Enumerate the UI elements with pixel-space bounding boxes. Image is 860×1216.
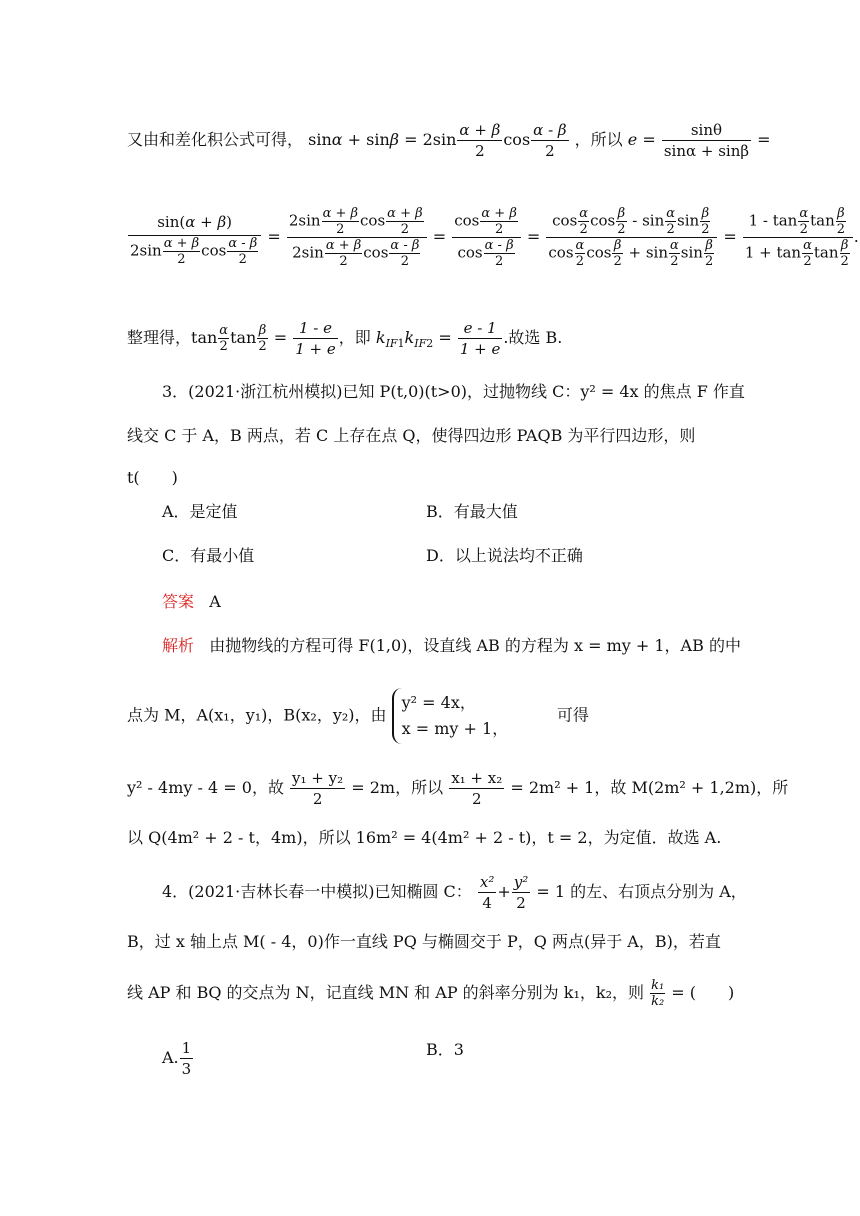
derivation-line-2: sin(α + β) 2sin $\frac{\alpha + \beta}{2}$ cos $\frac{\alpha - \beta}{2}$ = 2sin $\frac{\alpha + \beta}{2}$ cos $\frac{\alpha + \beta}{2}$ 2sin $\frac{\alpha + \beta}{2}$ cos $\frac{\alpha - \beta}{2}$ = cos $\frac{\alpha + \beta}{2}$ cos $\frac{\alpha - \beta}{2}$ = cos $\frac{\alpha}{2}$ cos $\frac{\beta}{2}$ - sin $\frac{\alpha}{2}$ sin $\frac{\beta}{2}$ cos $\frac{\alpha}{2}$ cos $\frac{\beta}{2}$ + sin $\frac{\alpha}{2}$ sin $\frac{\beta}{2}$ = 1 - tan $\frac{\alpha}{2}$ tan $\frac{\beta}{2}$ 1 + tan $\frac{\alpha}{2}$ tan $\frac{\beta}{2}$ . — [130, 206, 859, 269]
q3-option-b: B．有最大值 — [426, 502, 518, 521]
q3-option-d: D．以上说法均不正确 — [426, 546, 583, 565]
equation-system: y² = 4x， x = my + 1， — [392, 688, 517, 744]
q3-analysis-line-2: 点为 M，A(x₁，y₁)，B(x₂，y₂)，由 y² = 4x， x = my + 1， 可得 — [127, 688, 589, 744]
q3-option-c: C．有最小值 — [162, 546, 255, 565]
q3-analysis-line-4: 以 Q(4m² + 2 - t，4m)，所以 16m² = 4(4m² + 2 - t)，t = 2，为定值．故选 A. — [127, 828, 722, 847]
q4-stem-line-3: 线 AP 和 BQ 的交点为 N，记直线 MN 和 AP 的斜率分别为 k₁，k₂，则 $\frac{\text{k₁}}{\text{k₂}}$ = ( ) — [127, 978, 735, 1009]
analysis-label: 解析 — [162, 636, 195, 655]
answer-value: A — [209, 592, 221, 611]
q4-option-a: A. $\frac{1}{3}$ — [162, 1039, 192, 1078]
q3-answer — [162, 590, 221, 614]
q4-option-b: B．3 — [426, 1040, 464, 1059]
q3-analysis-line-3: y² - 4my - 4 = 0，故 $\frac{\text{y₁ + y₂}}{2}$ = 2m，所以 $\frac{\text{x₁ + x₂}}{2}$ = 2m² + 1，故 M(2m² + 1,2m)，所 — [127, 769, 789, 808]
q3-option-a: A．是定值 — [162, 502, 238, 521]
q3-stem-line-1: 3．(2021·浙江杭州模拟)已知 P(t,0)(t>0)，过抛物线 C：y² = 4x 的焦点 F 作直 — [162, 382, 745, 401]
text: 又由和差化积公式可得， — [127, 130, 304, 149]
derivation-line-3: 整理得，tan $\frac{\alpha}{2}$ tan $\frac{\beta}{2}$ = $\frac{1 - e}{1 + e}$ ，即 $k_{IF1}k_{IF2}$ = $\frac{e - 1}{1 + e}$ .故选 B. — [127, 319, 563, 358]
text: ，所以 — [574, 130, 623, 149]
answer-label: 答案 — [162, 592, 195, 611]
q4-stem-line-1: 4．(2021·吉林长春一中模拟)已知椭圆 C： $\frac{\text{x²}}{4}$ + $\frac{\text{y²}}{2}$ = 1 的左、右顶点分别为 A， — [162, 873, 747, 912]
formula-sum-to-product: sinα + sinβ = 2sin $\frac{\alpha + \beta}{2}$ cos $\frac{\alpha - \beta}{2}$ — [308, 121, 567, 160]
q3-stem-line-2: 线交 C 于 A，B 两点，若 C 上存在点 Q，使得四边形 PAQB 为平行四边形，则 — [127, 426, 696, 445]
derivation-line-1: 又由和差化积公式可得， sinα + sinβ = 2sin $\frac{\alpha + \beta}{2}$ cos $\frac{\alpha - \beta}{2}$ ，所以 e = $\frac{\sin\theta}{\sin\alpha + \sin\beta}$ = — [127, 121, 771, 160]
fraction-e: $\frac{\sin\theta}{\sin\alpha + \sin\beta}$ — [663, 121, 750, 160]
q4-stem-line-2: B，过 x 轴上点 M( - 4，0)作一直线 PQ 与椭圆交于 P，Q 两点(异于 A，B)，若直 — [127, 932, 721, 951]
q3-analysis-line-1: 解析 由抛物线的方程可得 F(1,0)，设直线 AB 的方程为 x = my + 1，AB 的中 — [162, 636, 741, 655]
q3-stem-line-3: t( ) — [127, 468, 178, 487]
